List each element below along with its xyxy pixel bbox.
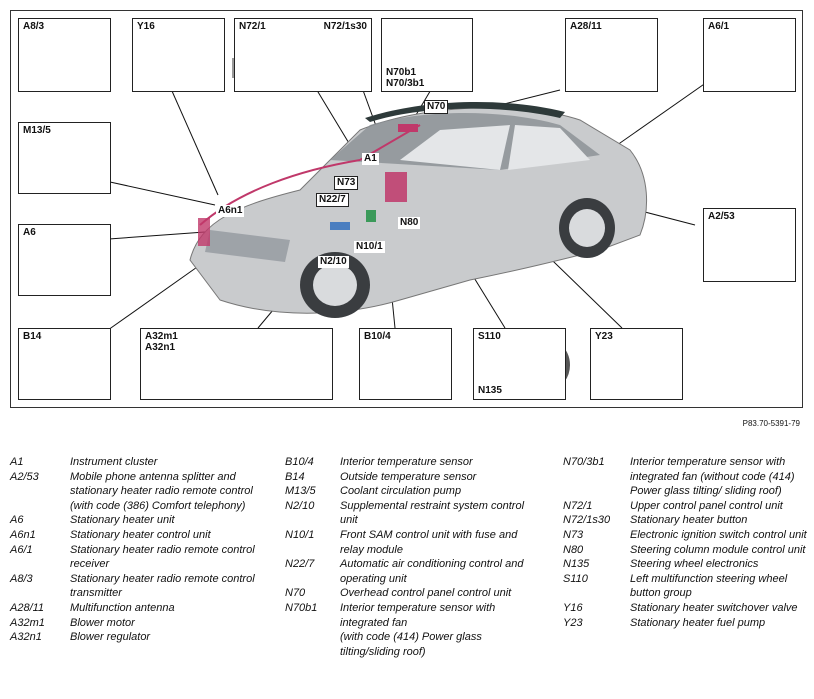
tag-n10-1: N10/1 (356, 241, 383, 252)
legend-row (563, 557, 808, 572)
figure-code: P83.70-5391-79 (742, 419, 800, 428)
legend-description: Steering wheel electronics (630, 558, 759, 571)
legend-description: Blower motor (70, 616, 135, 629)
component-label: A6/1 (708, 21, 730, 32)
tag-a1: A1 (364, 153, 377, 164)
legend-description: Supplemental restraint system control unit (340, 499, 525, 527)
legend-code: A32n1 (10, 631, 42, 644)
tag-n80: N80 (400, 217, 419, 228)
component-box-n70b1 (381, 18, 473, 92)
component-box-a6-1 (703, 18, 796, 92)
legend-row (563, 616, 808, 631)
legend-row (563, 601, 808, 616)
tag-n73: N73 (334, 176, 358, 190)
legend-row (563, 455, 808, 499)
legend-row (285, 586, 540, 601)
tag-n70: N70 (424, 100, 448, 114)
legend-description: Interior temperature sensor with integrated fan (340, 601, 496, 629)
legend-description: Front SAM control unit with fuse and relay module (340, 528, 518, 556)
legend-code: N2/10 (285, 499, 315, 512)
legend-code: B10/4 (285, 456, 314, 468)
legend-row (563, 499, 808, 514)
legend-description: Electronic ignition switch control unit (630, 528, 807, 541)
legend-description: Outside temperature sensor (340, 470, 477, 483)
legend-code: S110 (563, 572, 588, 585)
component-box-b14 (18, 328, 111, 400)
component-box-a8-3 (18, 18, 111, 92)
legend-description: Instrument cluster (70, 456, 158, 468)
legend-code: A2/53 (10, 470, 39, 483)
legend-description: (with code (414) Power glass tilting/sliding roof) (340, 631, 482, 658)
legend-code: Y23 (563, 616, 583, 629)
component-label: A8/3 (23, 21, 45, 32)
legend-row (285, 630, 540, 659)
component-label: M13/5 (23, 125, 51, 136)
legend-description: Blower regulator (70, 631, 151, 644)
legend-code: B14 (285, 470, 305, 483)
legend-code: N70b1 (285, 601, 318, 614)
legend-row (10, 513, 270, 528)
legend-description: Upper control panel control unit (630, 499, 783, 512)
legend-code: A6 (10, 514, 24, 527)
legend-row (285, 557, 540, 586)
legend-row (10, 470, 270, 514)
legend-description: Multifunction antenna (70, 601, 175, 614)
legend-description: Stationary heater unit (70, 514, 175, 527)
component-box-a2-53 (703, 208, 796, 282)
component-label: N72/1 (239, 21, 266, 32)
legend-description: Overhead control panel control unit (340, 587, 512, 600)
legend-code: N10/1 (285, 528, 315, 541)
component-box-a6 (18, 224, 111, 296)
legend-code: A32m1 (10, 616, 45, 629)
legend-code: N80 (563, 543, 584, 556)
legend-row (285, 455, 540, 470)
legend-description: Left multifunction steering wheel button group (630, 572, 788, 600)
legend-row (10, 601, 270, 616)
legend-code: N22/7 (285, 558, 315, 571)
component-label: A32m1 (145, 331, 178, 342)
tag-n22-7: N22/7 (316, 193, 349, 207)
component-box-b10-4 (359, 328, 452, 400)
legend-row (563, 528, 808, 543)
legend-code: N70 (285, 587, 306, 600)
legend-row (10, 455, 270, 470)
component-box-s110 (473, 328, 566, 400)
legend-code: A1 (10, 456, 24, 468)
legend-description: Stationary heater control unit (70, 528, 211, 541)
legend-row (285, 601, 540, 630)
legend-description: Coolant circulation pump (340, 485, 462, 498)
legend-code: N70/3b1 (563, 456, 605, 468)
component-label: A2/53 (708, 211, 735, 222)
legend-code: N135 (563, 558, 590, 571)
legend-row (285, 499, 540, 528)
legend-row (285, 484, 540, 499)
component-label: A6 (23, 227, 36, 238)
component-label: S110 (478, 331, 501, 342)
component-label: B14 (23, 331, 42, 342)
component-label: N70b1 (386, 67, 417, 78)
component-label: Y16 (137, 21, 155, 32)
legend-row (10, 616, 270, 631)
legend-description: Steering column module control unit (630, 543, 806, 556)
legend-row (285, 470, 540, 485)
legend-description: Stationary heater radio remote control transmitter (70, 572, 255, 600)
legend-code: A8/3 (10, 572, 33, 585)
legend-row (10, 572, 270, 601)
legend-column-3 (563, 455, 808, 630)
legend-row (563, 572, 808, 601)
legend-description: Stationary heater switchover valve (630, 601, 798, 614)
legend-code: A6/1 (10, 543, 33, 556)
legend-code: N72/1s30 (563, 514, 611, 527)
legend-description: Stationary heater button (630, 514, 748, 527)
component-label: N135 (478, 385, 502, 396)
component-label: A32n1 (145, 342, 176, 353)
legend-row (10, 528, 270, 543)
legend-description: Automatic air conditioning control and operating unit (340, 558, 524, 585)
legend-column-1 (10, 455, 270, 645)
legend-row (10, 630, 270, 645)
legend-code: N72/1 (563, 499, 593, 512)
legend-description: Stationary heater radio remote control receiver (70, 543, 255, 571)
legend-description: Mobile phone antenna splitter and stationary heater radio remote control (with code (386) Comfort telephony) (70, 470, 253, 512)
tag-n2-10: N2/10 (320, 256, 347, 267)
component-label: N72/1s30 (323, 21, 367, 32)
legend-code (285, 630, 340, 659)
legend-code: M13/5 (285, 485, 316, 498)
legend-column-2 (285, 455, 540, 659)
component-box-a28-11 (565, 18, 658, 92)
component-label: A28/11 (570, 21, 602, 32)
component-box-a32m1 (140, 328, 333, 400)
legend-row (563, 513, 808, 528)
component-box-y16 (132, 18, 225, 92)
legend-description: Interior temperature sensor (340, 456, 473, 468)
legend-code: A28/11 (10, 601, 45, 614)
component-label: N70/3b1 (386, 78, 425, 89)
component-box-y23 (590, 328, 683, 400)
legend-row (563, 543, 808, 558)
legend-code: Y16 (563, 601, 583, 614)
legend-row (285, 528, 540, 557)
component-box-n72-1 (234, 18, 372, 92)
component-label: B10/4 (364, 331, 391, 342)
legend-description: Stationary heater fuel pump (630, 616, 766, 629)
legend-row (10, 543, 270, 572)
tag-a6n1: A6n1 (218, 205, 243, 216)
component-label: Y23 (595, 331, 613, 342)
legend-code: N73 (563, 528, 584, 541)
component-box-m13-5 (18, 122, 111, 194)
legend-description: Interior temperature sensor with integrated fan (without code (414) Power glass tilting/ sliding roof) (630, 456, 795, 498)
legend-code: A6n1 (10, 528, 36, 541)
